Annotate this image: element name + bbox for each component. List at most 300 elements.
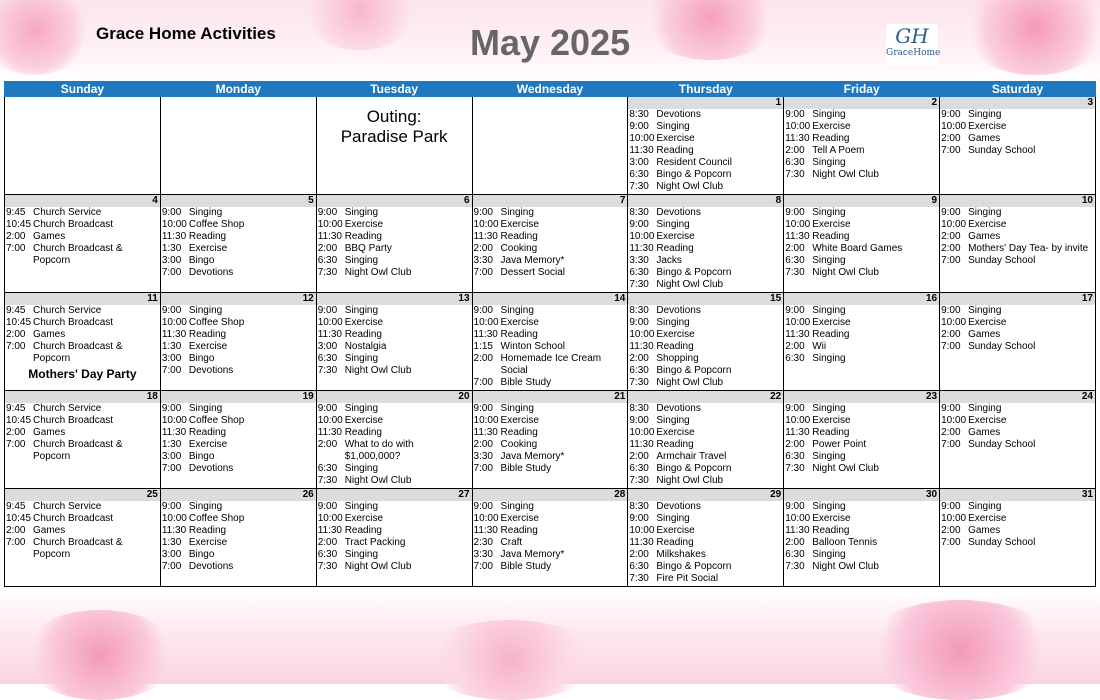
event-item xyxy=(628,329,783,341)
event-title: Singing xyxy=(812,451,846,462)
event-time: 6:30 xyxy=(629,463,649,474)
event-title: Devotions xyxy=(656,109,701,120)
event-item xyxy=(473,377,628,389)
event-time: 2:00 xyxy=(473,439,493,450)
event-title: Java Memory* xyxy=(500,549,565,560)
event-time: 6:30 xyxy=(317,463,338,474)
event-item xyxy=(473,561,628,573)
event-item xyxy=(628,561,783,573)
event-item xyxy=(473,463,628,475)
event-time: 6:30 xyxy=(629,365,649,376)
event-item xyxy=(317,513,472,525)
event-item xyxy=(628,439,783,451)
event-item xyxy=(161,561,316,573)
event-item xyxy=(317,501,472,513)
event-time: 10:00 xyxy=(473,219,499,230)
event-item xyxy=(473,427,628,439)
event-title: Reading xyxy=(500,329,538,340)
calendar-grid xyxy=(4,81,1096,587)
day-cell xyxy=(160,293,316,391)
event-time: 7:00 xyxy=(941,255,961,266)
event-item xyxy=(940,145,1095,157)
event-item xyxy=(628,353,783,365)
event-item xyxy=(161,365,316,377)
event-time: 9:00 xyxy=(473,501,493,512)
event-item xyxy=(628,279,783,291)
event-title: Coffee Shop xyxy=(188,219,245,230)
event-title: Singing xyxy=(344,403,379,414)
month-title: May 2025 xyxy=(470,22,631,63)
event-title: Night Owl Club xyxy=(344,475,412,486)
day-cell xyxy=(784,195,940,293)
outing-line: Paradise Park xyxy=(340,127,448,146)
day-cell xyxy=(940,97,1096,195)
event-item xyxy=(940,427,1095,439)
event-title: Exercise xyxy=(812,415,851,426)
event-item xyxy=(317,475,472,487)
event-item xyxy=(317,231,472,243)
event-item xyxy=(473,255,628,267)
event-item xyxy=(940,109,1095,121)
event-title: Singing xyxy=(500,207,534,218)
event-time: 11:30 xyxy=(785,525,810,536)
event-time: 3:30 xyxy=(473,255,493,266)
event-time: 7:00 xyxy=(161,267,182,278)
event-time: 9:00 xyxy=(161,207,182,218)
event-title: Night Owl Club xyxy=(812,169,879,180)
weekday-header-thursday: Thursday xyxy=(628,82,784,97)
day-number: 8 xyxy=(628,195,783,207)
day-cell xyxy=(784,293,940,391)
event-item xyxy=(317,403,472,415)
event-item xyxy=(628,403,783,415)
day-cell xyxy=(316,97,472,195)
event-item xyxy=(628,267,783,279)
event-item xyxy=(161,549,316,561)
event-time: 10:00 xyxy=(473,415,499,426)
event-title: Tell A Poem xyxy=(812,145,865,156)
event-item xyxy=(628,121,783,133)
event-title: Church Broadcast xyxy=(33,415,114,426)
event-item xyxy=(940,415,1095,427)
event-time: 11:30 xyxy=(317,231,342,242)
event-time: 7:00 xyxy=(941,439,961,450)
event-title: Exercise xyxy=(968,121,1007,132)
event-item xyxy=(317,305,472,317)
event-item xyxy=(473,513,628,525)
event-title: Mothers' Day Tea- by invite xyxy=(968,243,1089,254)
event-time: 11:30 xyxy=(317,525,342,536)
event-title: Shopping xyxy=(656,353,699,364)
event-time: 7:30 xyxy=(785,463,805,474)
day-number: 5 xyxy=(161,195,316,207)
week-row xyxy=(5,293,1096,391)
weekday-header-sunday: Sunday xyxy=(5,82,161,97)
event-time: 6:30 xyxy=(785,549,805,560)
event-time: 10:00 xyxy=(473,317,499,328)
day-number: 25 xyxy=(5,489,160,501)
event-time: 11:30 xyxy=(785,231,810,242)
event-time: 7:00 xyxy=(161,463,182,474)
event-item xyxy=(317,219,472,231)
event-title: What to do with xyxy=(344,439,414,450)
event-title: Exercise xyxy=(188,243,228,254)
event-item xyxy=(473,243,628,255)
event-item xyxy=(473,353,628,365)
event-item xyxy=(317,415,472,427)
event-item xyxy=(317,267,472,279)
weekday-header-monday: Monday xyxy=(160,82,316,97)
event-time: 9:00 xyxy=(473,207,493,218)
event-time: 2:00 xyxy=(317,243,338,254)
event-title: Jacks xyxy=(656,255,682,266)
event-time: 6:30 xyxy=(629,169,649,180)
event-item xyxy=(161,207,316,219)
event-title: Exercise xyxy=(812,219,851,230)
event-title: Exercise xyxy=(656,329,695,340)
event-time: 2:00 xyxy=(941,231,961,242)
event-title: Singing xyxy=(344,463,379,474)
event-title: Church Broadcast xyxy=(33,513,114,524)
event-title: Exercise xyxy=(500,513,539,524)
event-time: 9:00 xyxy=(941,207,961,218)
day-cell xyxy=(628,195,784,293)
day-cell xyxy=(628,489,784,587)
event-item xyxy=(628,475,783,487)
event-title: Exercise xyxy=(344,219,384,230)
event-time: 11:30 xyxy=(161,231,187,242)
event-item xyxy=(784,267,939,279)
event-item xyxy=(317,537,472,549)
event-item xyxy=(784,145,939,157)
event-title: Exercise xyxy=(500,415,539,426)
event-title: Singing xyxy=(968,305,1002,316)
event-item xyxy=(940,403,1095,415)
day-number: 28 xyxy=(473,489,628,501)
event-item xyxy=(317,243,472,255)
event-item xyxy=(784,451,939,463)
event-item xyxy=(161,439,316,451)
event-title: Resident Council xyxy=(656,157,732,168)
event-time: 8:30 xyxy=(629,403,649,414)
event-title: Reading xyxy=(812,231,850,242)
day-cell xyxy=(5,293,161,391)
event-item xyxy=(473,219,628,231)
day-number: 27 xyxy=(317,489,472,501)
event-title: Church Broadcast & xyxy=(33,341,123,352)
event-item xyxy=(784,561,939,573)
event-item xyxy=(5,207,160,219)
day-number: 21 xyxy=(473,391,628,403)
event-title: Singing xyxy=(812,207,846,218)
event-time: 11:30 xyxy=(785,329,810,340)
event-item xyxy=(628,463,783,475)
event-title: Reading xyxy=(344,329,382,340)
event-item xyxy=(473,267,628,279)
event-title: Church Broadcast & xyxy=(33,439,123,450)
event-title: Bible Study xyxy=(500,377,552,388)
event-time: 7:00 xyxy=(6,439,26,450)
event-title: Nostalgia xyxy=(344,341,387,352)
event-title: Night Owl Club xyxy=(656,475,724,486)
event-time: 2:00 xyxy=(785,243,805,254)
event-item xyxy=(940,133,1095,145)
event-time: 9:00 xyxy=(941,403,961,414)
event-time: 9:00 xyxy=(785,403,805,414)
event-title: Church Service xyxy=(33,403,102,414)
event-title: Games xyxy=(33,329,66,340)
day-number: 24 xyxy=(940,391,1095,403)
event-title: Night Owl Club xyxy=(812,267,879,278)
week-row xyxy=(5,97,1096,195)
event-time: 3:00 xyxy=(161,255,182,266)
event-item xyxy=(5,439,160,451)
event-time: 2:30 xyxy=(473,537,493,548)
event-time: 9:45 xyxy=(6,207,26,218)
event-title: Exercise xyxy=(656,133,695,144)
event-time: 2:00 xyxy=(629,353,649,364)
event-time: 10:45 xyxy=(6,219,32,230)
day-cell xyxy=(5,391,161,489)
event-time: 7:00 xyxy=(941,341,961,352)
event-time: 7:30 xyxy=(629,377,649,388)
event-item xyxy=(784,243,939,255)
event-item xyxy=(628,243,783,255)
day-cell xyxy=(784,391,940,489)
event-time: 10:45 xyxy=(6,513,32,524)
event-title: Singing xyxy=(812,157,846,168)
event-time: 9:00 xyxy=(629,513,649,524)
event-time: 10:00 xyxy=(629,525,655,536)
event-item xyxy=(784,219,939,231)
day-number: 7 xyxy=(473,195,628,207)
event-title: Reading xyxy=(812,427,850,438)
event-item xyxy=(161,267,316,279)
event-time: 6:30 xyxy=(629,561,649,572)
event-item xyxy=(784,427,939,439)
event-time: 2:00 xyxy=(317,537,338,548)
event-title: Singing xyxy=(344,549,379,560)
event-title: Singing xyxy=(188,501,223,512)
event-time: 11:30 xyxy=(629,341,654,352)
event-time: 7:30 xyxy=(785,267,805,278)
event-time: 2:00 xyxy=(6,525,26,536)
event-title: Church Broadcast xyxy=(33,317,114,328)
event-time: 2:00 xyxy=(941,427,961,438)
event-item xyxy=(5,415,160,427)
event-time: 2:00 xyxy=(6,329,26,340)
event-time: 8:30 xyxy=(629,109,649,120)
event-title: Coffee Shop xyxy=(188,513,245,524)
event-time: 3:00 xyxy=(317,341,338,352)
event-item xyxy=(5,525,160,537)
event-time: 3:00 xyxy=(161,549,182,560)
event-item xyxy=(317,525,472,537)
day-number: 4 xyxy=(5,195,160,207)
event-title: Bingo xyxy=(188,451,215,462)
day-number: 22 xyxy=(628,391,783,403)
event-title: Singing xyxy=(344,501,379,512)
day-number: 13 xyxy=(317,293,472,305)
event-title: BBQ Party xyxy=(344,243,392,254)
event-item xyxy=(5,317,160,329)
day-cell xyxy=(940,293,1096,391)
event-title: Singing xyxy=(656,513,690,524)
event-title: Singing xyxy=(188,207,223,218)
day-cell xyxy=(472,489,628,587)
event-time: 6:30 xyxy=(317,353,338,364)
event-title: Games xyxy=(968,525,1001,536)
event-item xyxy=(317,439,472,451)
event-title: Popcorn xyxy=(33,353,71,364)
day-cell xyxy=(628,97,784,195)
day-cell xyxy=(784,489,940,587)
event-time: 7:00 xyxy=(473,377,493,388)
event-item xyxy=(784,109,939,121)
event-time: 11:30 xyxy=(629,439,654,450)
event-item xyxy=(317,317,472,329)
floral-footer-background xyxy=(0,590,1100,684)
event-title: Exercise xyxy=(812,121,851,132)
week-row xyxy=(5,489,1096,587)
event-title: Singing xyxy=(188,305,223,316)
day-number: 31 xyxy=(940,489,1095,501)
event-title: Devotions xyxy=(656,403,701,414)
event-item xyxy=(940,243,1095,255)
event-title: Reading xyxy=(500,427,538,438)
event-time: 7:00 xyxy=(6,537,26,548)
event-time: 11:30 xyxy=(785,427,810,438)
event-title: Singing xyxy=(812,255,846,266)
event-time: 9:00 xyxy=(785,207,805,218)
event-item xyxy=(628,525,783,537)
event-title: Coffee Shop xyxy=(188,415,245,426)
event-title: Bingo & Popcorn xyxy=(656,561,732,572)
calendar-body xyxy=(5,97,1096,587)
event-item xyxy=(628,573,783,585)
event-time: 9:00 xyxy=(785,305,805,316)
day-cell xyxy=(628,391,784,489)
event-time: 9:00 xyxy=(941,305,961,316)
event-title: White Board Games xyxy=(812,243,903,254)
event-title: Devotions xyxy=(656,207,701,218)
event-time: 10:00 xyxy=(629,133,655,144)
event-item xyxy=(161,317,316,329)
event-time: 2:00 xyxy=(6,231,26,242)
event-title: Bible Study xyxy=(500,463,552,474)
event-item xyxy=(940,207,1095,219)
event-time: 11:30 xyxy=(473,231,498,242)
event-item xyxy=(317,463,472,475)
day-number: 14 xyxy=(473,293,628,305)
event-time: 10:00 xyxy=(785,317,811,328)
event-time: 10:45 xyxy=(6,415,32,426)
event-time: 7:00 xyxy=(161,561,182,572)
event-time: 7:30 xyxy=(785,561,805,572)
event-item xyxy=(473,317,628,329)
event-time: 9:45 xyxy=(6,501,26,512)
event-title: Sunday School xyxy=(968,341,1036,352)
day-number: 18 xyxy=(5,391,160,403)
event-time: 9:00 xyxy=(161,305,182,316)
event-title: Reading xyxy=(656,341,694,352)
event-item xyxy=(784,305,939,317)
event-title: Night Owl Club xyxy=(812,561,879,572)
event-time: 3:00 xyxy=(161,353,182,364)
event-title: Sunday School xyxy=(968,537,1036,548)
event-title: Games xyxy=(968,329,1001,340)
event-time: 6:30 xyxy=(629,267,649,278)
event-title: Popcorn xyxy=(33,549,71,560)
event-time: 6:30 xyxy=(785,353,805,364)
event-title: Singing xyxy=(812,501,846,512)
event-title: Exercise xyxy=(656,427,695,438)
event-item xyxy=(628,427,783,439)
event-title: Singing xyxy=(500,305,534,316)
logo-name: GraceHome xyxy=(886,48,941,58)
day-number: 2 xyxy=(784,97,939,109)
event-item xyxy=(784,463,939,475)
event-title: Sunday School xyxy=(968,145,1036,156)
event-title: Fire Pit Social xyxy=(656,573,719,584)
event-title: Exercise xyxy=(812,317,851,328)
event-item xyxy=(940,439,1095,451)
outing-line: Outing: xyxy=(366,107,422,126)
event-item xyxy=(317,329,472,341)
event-time: 10:00 xyxy=(941,317,967,328)
event-item xyxy=(473,549,628,561)
event-time: 9:00 xyxy=(629,121,649,132)
event-time: 1:30 xyxy=(161,439,182,450)
gracehome-logo xyxy=(886,24,941,66)
event-time: 10:00 xyxy=(317,513,343,524)
event-item xyxy=(784,133,939,145)
event-item xyxy=(5,329,160,341)
event-time: 2:00 xyxy=(941,243,961,254)
event-time: 2:00 xyxy=(785,145,805,156)
event-item xyxy=(161,341,316,353)
event-time: 3:00 xyxy=(629,157,649,168)
event-item xyxy=(317,561,472,573)
event-time: 7:00 xyxy=(473,463,493,474)
event-item xyxy=(5,231,160,243)
event-time: 2:00 xyxy=(785,341,805,352)
event-time: 1:15 xyxy=(473,341,493,352)
event-time: 10:00 xyxy=(317,415,343,426)
event-title: Games xyxy=(968,231,1001,242)
event-title: Java Memory* xyxy=(500,451,565,462)
event-item xyxy=(5,305,160,317)
event-time: 2:00 xyxy=(6,427,26,438)
event-title: Night Owl Club xyxy=(656,279,724,290)
event-title: Singing xyxy=(344,207,379,218)
event-title: Singing xyxy=(500,501,534,512)
event-title: Reading xyxy=(188,525,227,536)
event-title: Reading xyxy=(344,525,382,536)
event-time: 11:30 xyxy=(629,145,654,156)
event-title: Singing xyxy=(344,353,379,364)
event-title: Java Memory* xyxy=(500,255,565,266)
event-title: Singing xyxy=(812,109,846,120)
event-item xyxy=(784,207,939,219)
day-cell xyxy=(316,489,472,587)
event-time: 7:00 xyxy=(473,561,493,572)
event-title: Exercise xyxy=(656,231,695,242)
event-time: 9:00 xyxy=(785,109,805,120)
event-title: Devotions xyxy=(656,305,701,316)
event-title: Singing xyxy=(344,305,379,316)
day-cell xyxy=(940,391,1096,489)
